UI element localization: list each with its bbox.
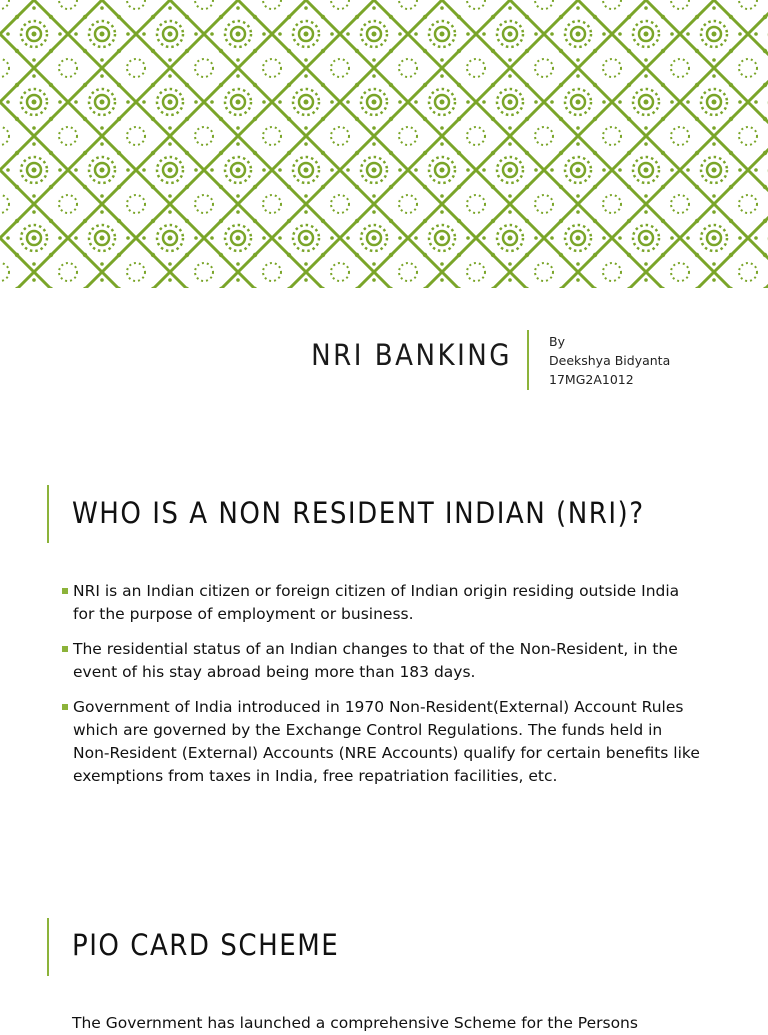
- bullet-list: [60, 580, 700, 800]
- author-id: 17MG2A1012: [549, 372, 634, 387]
- byline: [549, 332, 670, 389]
- green-circle-pattern: [0, 0, 768, 288]
- byline-label: By: [549, 334, 565, 349]
- pattern-banner: [0, 0, 768, 288]
- section-heading-nri: WHO IS A NON RESIDENT INDIAN (NRI)?: [72, 496, 645, 530]
- heading-accent-bar: [47, 485, 49, 543]
- bullet-icon: [62, 704, 68, 710]
- list-item: [60, 696, 700, 788]
- list-item: [60, 638, 700, 684]
- title-slide: [0, 330, 768, 390]
- bullet-text: The residential status of an Indian changes to that of the Non-Resident, in the event of his stay abroad being more than 183 days.: [73, 640, 678, 681]
- bullet-text: Government of India introduced in 1970 Non-Resident(External) Account Rules which are governed by the Exchange Control Regulations. The funds held in Non-Resident (External) Accounts (NRE Accounts) qualify for certain benefits like exemptions from taxes in India, free repatriation facilities, etc.: [73, 698, 700, 785]
- bullet-text: NRI is an Indian citizen or foreign citizen of Indian origin residing outside India for the purpose of employment or business.: [73, 582, 680, 623]
- list-item: [60, 580, 700, 626]
- author-name: Deekshya Bidyanta: [549, 353, 671, 368]
- section-heading-pio: PIO CARD SCHEME: [72, 928, 340, 962]
- heading-accent-bar: [47, 918, 49, 976]
- pio-body-text: The Government has launched a comprehensive Scheme for the Persons: [72, 1014, 638, 1032]
- page-title: NRI BANKING: [311, 338, 512, 372]
- title-divider: [527, 330, 529, 390]
- bullet-icon: [62, 646, 68, 652]
- bullet-icon: [62, 588, 68, 594]
